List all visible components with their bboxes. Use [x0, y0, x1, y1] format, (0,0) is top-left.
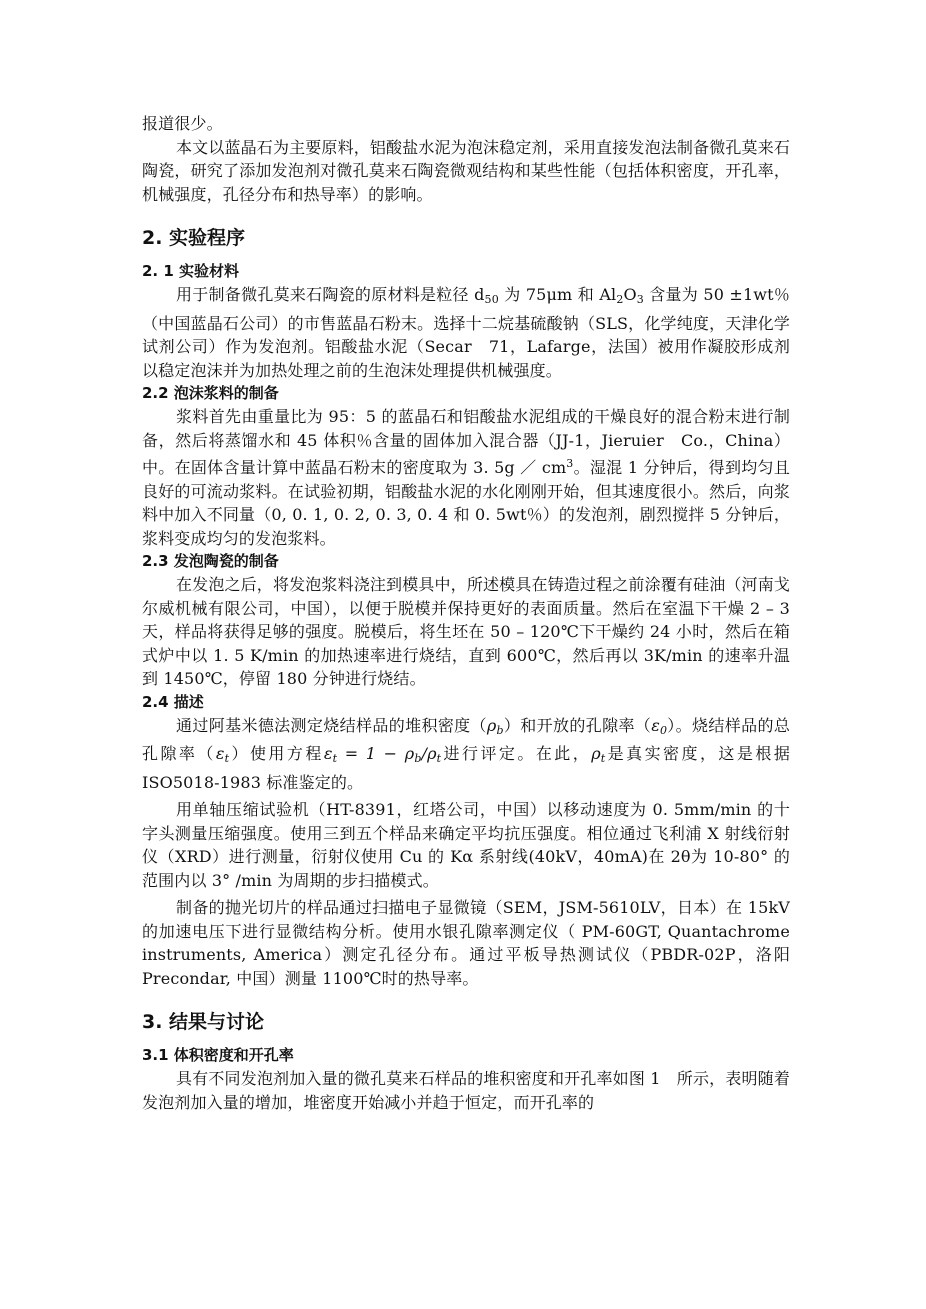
subscript: 2 [616, 293, 624, 306]
text-run: 。湿混 1 分钟后，得到均匀且良好的可流动浆料。在试验初期，铝酸盐水泥的水化刚刚开始，但其速度很小。然后，向浆料中加入不同量（0, 0. 1, 0. 2, 0. 3, 0. 4 和 0. 5wt％）的发泡剂，剧烈搅拌 5 分钟后，浆料变成均匀的发泡浆料。 [142, 458, 790, 548]
math-equation: $\varepsilon_t = 1 - \rho_b/\rho_t$ [323, 744, 442, 765]
text-run: 通过阿基米德法测定烧结样品的堆积密度（ [176, 715, 487, 735]
math-epsilon-t: $\varepsilon_t$ [215, 744, 230, 765]
paragraph-compression-xrd: 用单轴压缩试验机（HT-8391，红塔公司，中国）以移动速度为 0. 5mm/min 的十字头测量压缩强度。使用三到五个样品来确定平均抗压强度。相位通过飞利浦 X 射线衍射仪（XRD）进行测量，衍射仪使用 Cu 的 Kα 系射线(40kV，40mA)在 2θ为 10-80° 的范围内以 3° /min 为周期的步扫描模式。 [142, 800, 790, 890]
subsection-2-1-heading: 2. 1 实验材料 [142, 262, 240, 280]
section-2-heading: 2. 实验程序 [142, 227, 246, 249]
subscript: 50 [484, 293, 499, 306]
text-run: 是真实密度，这是根据 ISO5018-1983 标准鉴定的。 [142, 744, 790, 792]
paragraph-sem-porosity: 制备的抛光切片的样品通过扫描电子显微镜（SEM，JSM-5610LV，日本）在 15kV 的加速电压下进行显微结构分析。使用水银孔隙率测定仪（ PM-60GT, Quantachrome instruments, America）测定孔径分布。通过平板导热测试仪（PBDR-02P，洛阳 Precondar, 中国）测量 1100℃时的热导率。 [142, 898, 790, 988]
paper-page [142, 112, 790, 1114]
text-run: ）和开放的孔隙率（ [503, 715, 652, 735]
text-run: 进行评定。在此， [441, 744, 592, 763]
text-run: 含量为 50 ±1wt％（中国蓝晶石公司）的市售蓝晶石粉末。选择十二烷基硫酸钠（SLS，化学纯度，天津化学试剂公司）作为发泡剂。铝酸盐水泥（Secar 71，Lafarge，法国）被用作凝胶形成剂以稳定泡沫并为加热处理之前的生泡沫处理提供机械强度。 [142, 285, 790, 380]
paragraph-intro-end: 报道很少。 [142, 114, 223, 133]
text-run: ）使用方程 [229, 744, 324, 763]
text-run: 为 75μm 和 Al [498, 285, 617, 304]
text-run: 浆料首先由重量比为 95：5 的蓝晶石和铝酸盐水泥组成的干燥良好的混合粉末进行制备，然后将蒸馏水和 45 体积％含量的固体加入混合器（JJ-1，Jieruier Co.，China）中。在固体含量计算中蓝晶石粉末的密度取为 3. 5g ／ cm [142, 407, 790, 477]
paragraph-materials [142, 283, 790, 382]
subsection-3-1-heading: 3.1 体积密度和开孔率 [142, 1046, 294, 1064]
subsection-2-3-heading: 2.3 发泡陶瓷的制备 [142, 552, 279, 570]
text-run: ）。烧结样品的总孔隙率（ [142, 715, 791, 763]
math-rho-t: $\rho_t$ [591, 744, 606, 765]
math-epsilon-0: $\varepsilon_0$ [651, 715, 668, 737]
superscript: 3 [566, 457, 574, 470]
paragraph-density-results: 具有不同发泡剂加入量的微孔莫来石样品的堆积密度和开孔率如图 1 所示，表明随着发泡剂加入量的增加，堆密度开始减小并趋于恒定，而开孔率的 [142, 1069, 790, 1112]
paragraph-intro: 本文以蓝晶石为主要原料，铝酸盐水泥为泡沫稳定剂，采用直接发泡法制备微孔莫来石陶瓷，研究了添加发泡剂对微孔莫来石陶瓷微观结构和某些性能（包括体积密度，开孔率，机械强度，孔径分布和热导率）的影响。 [142, 137, 790, 204]
math-rho-b: $\rho_b$ [486, 715, 504, 737]
text-run: O [623, 285, 637, 304]
section-3-heading: 3. 结果与讨论 [142, 1011, 265, 1033]
subscript: 3 [636, 293, 644, 306]
paragraph-slurry [142, 405, 790, 550]
subsection-2-4-heading: 2.4 描述 [142, 692, 204, 711]
paragraph-density-method [142, 714, 790, 795]
paragraph-foam-ceramic: 在发泡之后，将发泡浆料浇注到模具中，所述模具在铸造过程之前涂覆有硅油（河南戈尔威机械有限公司，中国），以便于脱模并保持更好的表面质量。然后在室温下干燥 2 – 3 天，样品将获得足够的强度。脱模后，将生坯在 50 – 120℃下干燥约 24 小时，然后在箱式炉中以 1. 5 K/min 的加热速率进行烧结，直到 600℃，然后再以 3K/min 的速率升温到 1450℃，停留 180 分钟进行烧结。 [142, 575, 790, 688]
subsection-2-2-heading: 2.2 泡沫浆料的制备 [142, 384, 279, 402]
text-run: 用于制备微孔莫来石陶瓷的原材料是粒径 d [176, 285, 485, 304]
